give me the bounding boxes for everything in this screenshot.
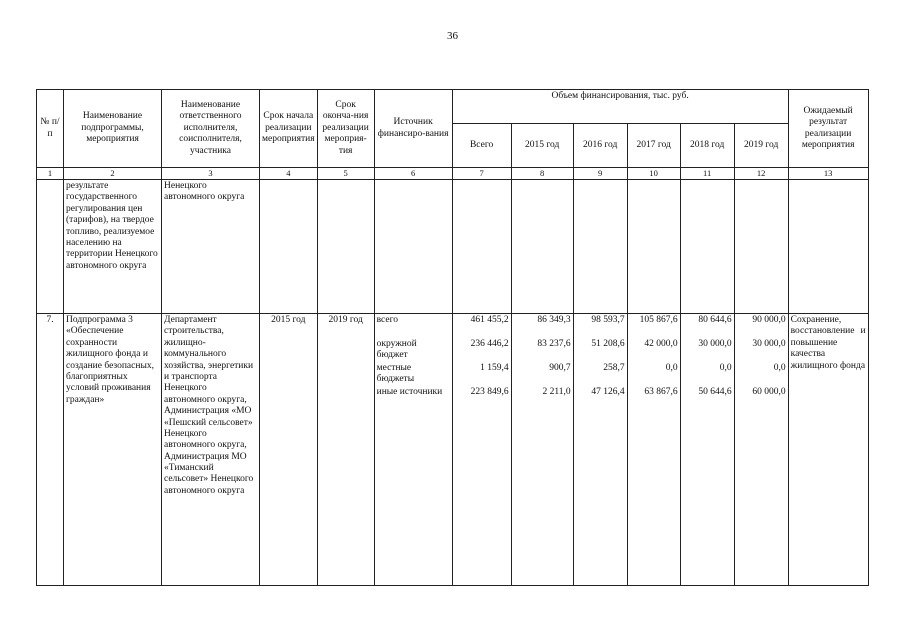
- year-2015-value: 900,7: [549, 363, 571, 373]
- year-2016-value: 258,7: [603, 363, 625, 373]
- subprogram-start: 2015 год: [260, 314, 318, 586]
- page-number: 36: [447, 30, 458, 42]
- year-2019-value: 60 000,0: [752, 387, 786, 397]
- funding-sources: [374, 314, 452, 586]
- year-2015-value: 83 237,6: [537, 339, 571, 349]
- table-row-continuation: [37, 180, 869, 314]
- table-row-subprogram-3: [37, 314, 869, 586]
- column-number: 12: [734, 168, 788, 180]
- column-number: 4: [260, 168, 318, 180]
- column-number: 10: [627, 168, 680, 180]
- header-num: № п/п: [37, 90, 64, 168]
- continuation-name: результате государственного регулирования цен (тарифов), на твердое топливо, реализуемое населению на территории Ненецкого автономного округа: [64, 180, 162, 314]
- year-2017-value: 105 867,6: [639, 315, 678, 325]
- header-2017: 2017 год: [627, 124, 680, 168]
- column-number: 11: [680, 168, 734, 180]
- funding-total: [452, 314, 511, 586]
- column-number: 6: [374, 168, 452, 180]
- year-2016-value: 47 126,4: [591, 387, 625, 397]
- year-2018-value: 30 000,0: [698, 339, 732, 349]
- column-number: 1: [37, 168, 64, 180]
- year-2019-value: 0,0: [773, 363, 786, 373]
- funding-table: [36, 89, 869, 586]
- year-2018-value: 80 644,6: [698, 315, 732, 325]
- column-number: 5: [317, 168, 374, 180]
- header-2015: 2015 год: [511, 124, 573, 168]
- header-2018: 2018 год: [680, 124, 734, 168]
- year-2015-value: 2 211,0: [542, 387, 571, 397]
- header-responsible: Наименование ответственного исполнителя, соисполнителя, участника: [162, 90, 260, 168]
- year-2019-value: 30 000,0: [752, 339, 786, 349]
- header-total: Всего: [452, 124, 511, 168]
- header-result: Ожидаемый результат реализации мероприятия: [788, 90, 868, 168]
- funding-2018: [680, 314, 734, 586]
- subprogram-name: Подпрограмма 3 «Обеспечение сохранности жилищного фонда и создание безопасных, благоприятных условий проживания граждан»: [64, 314, 162, 586]
- header-funding: Объем финансирования, тыс. руб.: [452, 90, 788, 124]
- total-value: 236 446,2: [470, 339, 509, 349]
- expected-result: Сохранение, восстановление и повышение качества жилищного фонда: [788, 314, 868, 586]
- year-2017-value: 42 000,0: [644, 339, 678, 349]
- year-2019-value: 90 000,0: [752, 315, 786, 325]
- header-2016: 2016 год: [573, 124, 627, 168]
- total-value: 223 849,6: [470, 387, 509, 397]
- subprogram-responsible: Департамент строительства, жилищно-коммунального хозяйства, энергетики и транспорта Ненецкого автономного округа, Администрация «МО «Пешский сельсовет» Ненецкого автономного округа, Администрация МО «Тиманский сельсовет» Ненецкого автономного округа: [162, 314, 260, 586]
- column-number: 7: [452, 168, 511, 180]
- source-label: окружной бюджет: [376, 339, 417, 361]
- total-value: 461 455,2: [470, 315, 509, 325]
- funding-2015: [511, 314, 573, 586]
- header-start: Срок начала реализации мероприятия: [260, 90, 318, 168]
- column-number: 3: [162, 168, 260, 180]
- funding-2017: [627, 314, 680, 586]
- source-label: иные источники: [376, 387, 443, 397]
- header-source: Источник финансиро-вания: [374, 90, 452, 168]
- source-label: всего: [376, 315, 399, 325]
- header-end: Срок оконча-ния реализации мероприя-тия: [317, 90, 374, 168]
- column-number: 2: [64, 168, 162, 180]
- row-number: 7.: [37, 314, 64, 586]
- continuation-responsible: Ненецкого автономного округа: [162, 180, 260, 314]
- header-2019: 2019 год: [734, 124, 788, 168]
- year-2015-value: 86 349,3: [537, 315, 571, 325]
- subprogram-end: 2019 год: [317, 314, 374, 586]
- column-number: 8: [511, 168, 573, 180]
- year-2017-value: 63 867,6: [644, 387, 678, 397]
- year-2018-value: 0,0: [719, 363, 732, 373]
- year-2016-value: 51 208,6: [591, 339, 625, 349]
- source-label: местные бюджеты: [376, 363, 415, 385]
- column-number: 13: [788, 168, 868, 180]
- total-value: 1 159,4: [480, 363, 509, 373]
- year-2016-value: 98 593,7: [591, 315, 625, 325]
- column-number-row: [37, 168, 869, 180]
- year-2018-value: 50 644,6: [698, 387, 732, 397]
- funding-2016: [573, 314, 627, 586]
- header-name: Наименование подпрограммы, мероприятия: [64, 90, 162, 168]
- funding-2019: [734, 314, 788, 586]
- year-2017-value: 0,0: [665, 363, 678, 373]
- column-number: 9: [573, 168, 627, 180]
